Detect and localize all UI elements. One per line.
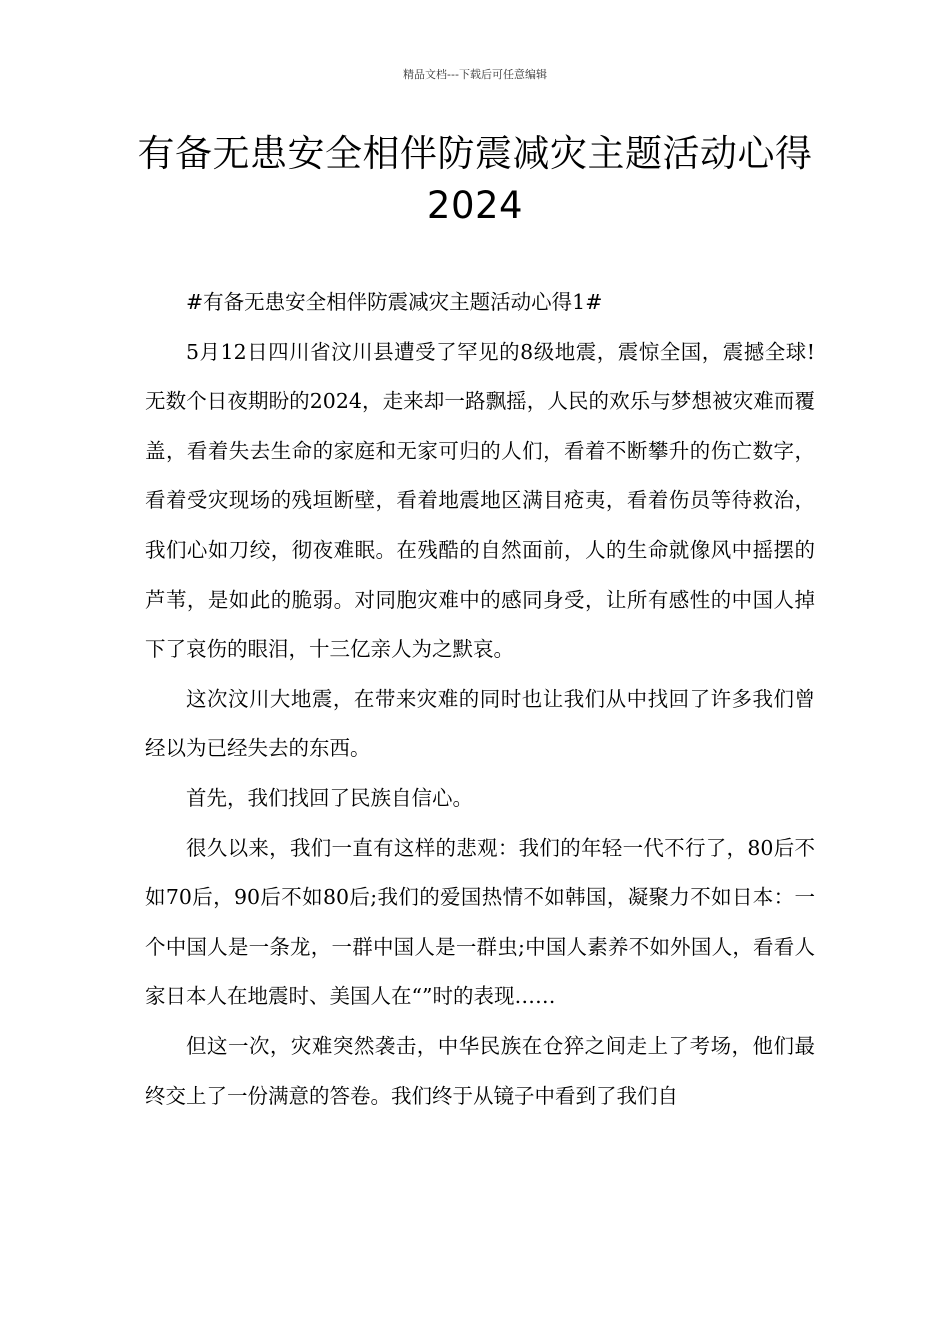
header-note: 精品文档---下载后可任意编辑	[403, 68, 547, 81]
section-heading: #有备无患安全相伴防震减灾主题活动心得1#	[186, 290, 603, 314]
document-title: 有备无患安全相伴防震减灾主题活动心得2024	[137, 132, 813, 227]
paragraph: 这次汶川大地震，在带来灾难的同时也让我们从中找回了许多我们曾经以为已经失去的东西。	[145, 686, 815, 761]
paragraph: 5月12日四川省汶川县遭受了罕见的8级地震，震惊全国，震撼全球!无数个日夜期盼的2024，走来却一路飘摇，人民的欢乐与梦想被灾难而覆盖，看着失去生命的家庭和无家可归的人们，看着不断攀升的伤亡数字，看着受灾现场的残垣断壁，看着地震地区满目疮夷，看着伤员等待救治，我们心如刀绞，彻夜难眠。在残酷的自然面前，人的生命就像风中摇摆的芦苇，是如此的脆弱。对同胞灾难中的感同身受，让所有感性的中国人掉下了哀伤的眼泪，十三亿亲人为之默哀。	[145, 339, 815, 662]
paragraph: 首先，我们找回了民族自信心。	[186, 785, 473, 810]
document-body	[145, 278, 815, 1121]
paragraph: 但这一次，灾难突然袭击，中华民族在仓猝之间走上了考场，他们最终交上了一份满意的答卷。我们终于从镜子中看到了我们自	[145, 1033, 815, 1108]
paragraph: 很久以来，我们一直有这样的悲观：我们的年轻一代不行了，80后不如70后，90后不如80后;我们的爱国热情不如韩国，凝聚力不如日本：一个中国人是一条龙，一群中国人是一群虫;中国人素养不如外国人，看看人家日本人在地震时、美国人在“”时的表现……	[145, 835, 815, 1009]
